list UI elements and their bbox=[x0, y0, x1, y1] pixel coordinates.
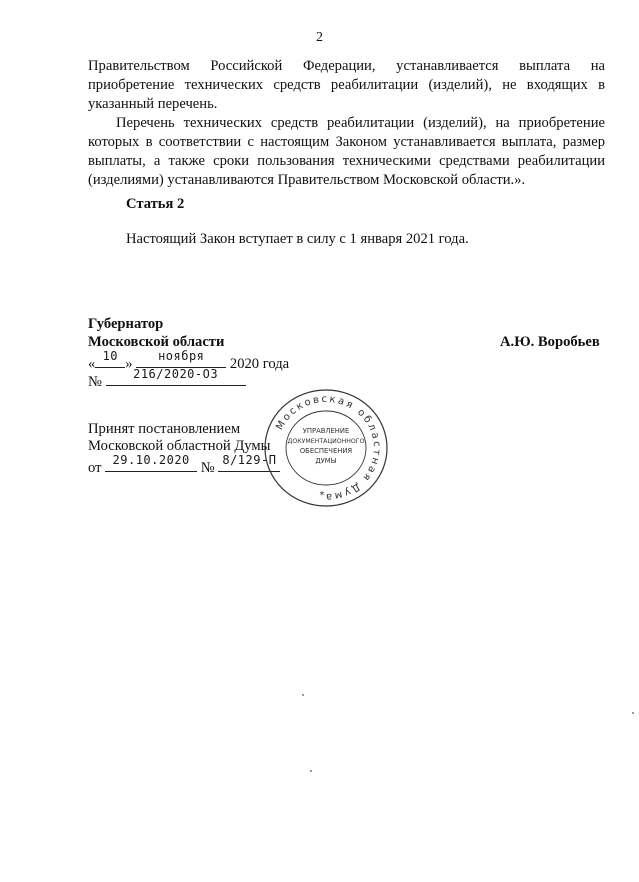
page-number: 2 bbox=[316, 30, 323, 45]
adoption-date-field bbox=[105, 454, 197, 472]
date-day: 10 bbox=[102, 349, 119, 363]
date-open-quote: « bbox=[88, 356, 96, 372]
adoption-number: 8/129-П bbox=[222, 453, 277, 467]
adoption-line-1: Принят постановлением bbox=[88, 421, 241, 437]
stamp-center-line-1: УПРАВЛЕНИЕ bbox=[302, 427, 350, 435]
official-stamp bbox=[262, 388, 390, 508]
scan-speck bbox=[310, 770, 312, 772]
date-month: ноября bbox=[158, 349, 205, 363]
article-text: Настоящий Закон вступает в силу с 1 января 2021 года. bbox=[126, 231, 469, 247]
adoption-date-line bbox=[88, 454, 280, 478]
stamp-center-line-2: ДОКУМЕНТАЦИОННОГО bbox=[287, 438, 365, 445]
law-number-line bbox=[88, 368, 246, 392]
scan-speck bbox=[302, 694, 304, 696]
stamp-center-line-3: ОБЕСПЕЧЕНИЯ bbox=[299, 447, 353, 455]
governor-name: А.Ю. Воробьев bbox=[500, 334, 600, 350]
adoption-from-label: от bbox=[88, 460, 102, 476]
paragraph-2: Перечень технических средств реабилитации (изделий), на приобретение которых в соответствии с настоящим Законом устанавливается выплата, размер выплаты, а также сроки пользования техническими средствами реабилитации (изделиями) устанавливаются Правительством Московской области.». bbox=[88, 115, 605, 188]
adoption-date: 29.10.2020 bbox=[112, 453, 190, 467]
adoption-number-label: № bbox=[200, 460, 215, 476]
governor-title: Губернатор bbox=[88, 316, 164, 332]
stamp-center-line-4: ДУМЫ bbox=[315, 457, 337, 465]
date-year: 2020 года bbox=[229, 356, 290, 372]
article-title: Статья 2 bbox=[126, 196, 185, 212]
stamp-star: * bbox=[319, 490, 325, 501]
governor-region: Московской области bbox=[88, 334, 225, 350]
law-number-label: № bbox=[88, 374, 102, 390]
adoption-line-2: Московской областной Думы bbox=[88, 438, 271, 454]
stamp-ring-text: Московская областная Дума bbox=[274, 393, 383, 503]
scan-speck bbox=[632, 712, 634, 714]
date-close-quote: » bbox=[125, 356, 133, 372]
law-number: 216/2020-ОЗ bbox=[133, 367, 219, 381]
paragraph-1: Правительством Российской Федерации, устанавливается выплата на приобретение технических средств реабилитации (изделий), не входящих в указанный перечень. bbox=[88, 58, 605, 112]
law-number-field bbox=[106, 368, 246, 386]
